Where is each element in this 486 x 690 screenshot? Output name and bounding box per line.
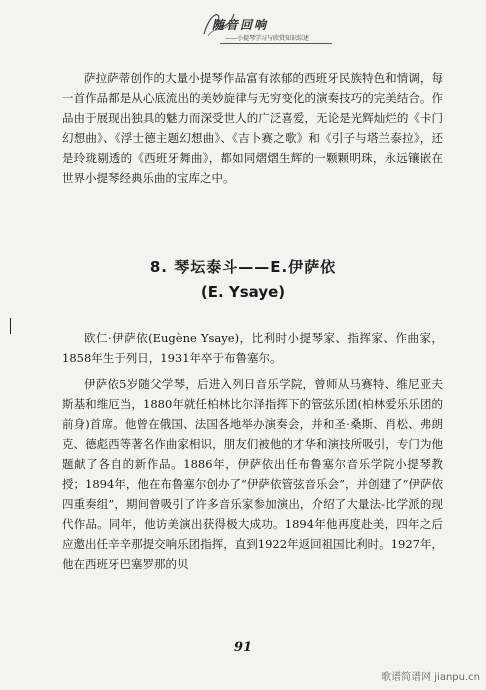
paragraph-ysaye-biography: 伊萨依5岁随父学琴，后进入列日音乐学院，曾师从马赛特、维尼亚夫斯基和维厄当，1880年就任柏林比尔泽指挥下的管弦乐团(柏林爱乐乐团的前身)首席。他曾在俄国、法国各地举办演奏会，并和圣·桑斯、肖松、弗朗克、德彪西等著名作曲家相识，朋友们被他的才华和演技所吸引，专门为他题献了各自的新作品。1886年，伊萨依出任布鲁塞尔音乐学院小提琴教授；1894年，他在布鲁塞尔创办了“伊萨依管弦音乐会”，并创建了“伊萨依四重奏组”，期间曾吸引了许多音乐家参加演出，介绍了大量法-比学派的现代作品。同年，他访美演出获得极大成功。1894年他再度赴美，四年之后应邀出任辛辛那提交响乐团指挥，直到1922年返回祖国比利时。1927年，他在西班牙巴塞罗那的贝 [62,377,443,571]
running-header-title: 随音回响 [212,18,269,32]
site-watermark: 歌谱简谱网 jianpu.cn [381,672,480,683]
section-subheading: (E. Ysaye) [200,283,286,301]
section-heading: 8. 琴坛泰斗——E.伊萨依 [149,258,337,276]
page-number: 91 [233,640,253,655]
margin-mark [10,318,11,334]
running-header-subtitle: ——小提琴学习与欣赏知识综述 [225,35,310,42]
header-divider [220,43,332,44]
paragraph-ysaye-intro: 欧仁·伊萨依(Eugène Ysaye)，比利时小提琴家、指挥家、作曲家，1858年生于列日，1931年卒于布鲁塞尔。 [62,331,443,365]
paragraph-sarasate-works: 萨拉萨蒂创作的大量小提琴作品富有浓郁的西班牙民族特色和情调，每一首作品都是从心底流出的美妙旋律与无穷变化的演奏技巧的完美结合。作品由于展现出独具的魅力而深受世人的广泛喜爱，无论是光辉灿烂的《卡门幻想曲》、《浮士德主题幻想曲》、《吉卜赛之歌》和《引子与塔兰泰拉》，还是玲珑剔透的《西班牙舞曲》，都如同熠熠生辉的一颗颗明珠，永远镶嵌在世界小提琴经典乐曲的宝库之中。 [62,71,443,185]
